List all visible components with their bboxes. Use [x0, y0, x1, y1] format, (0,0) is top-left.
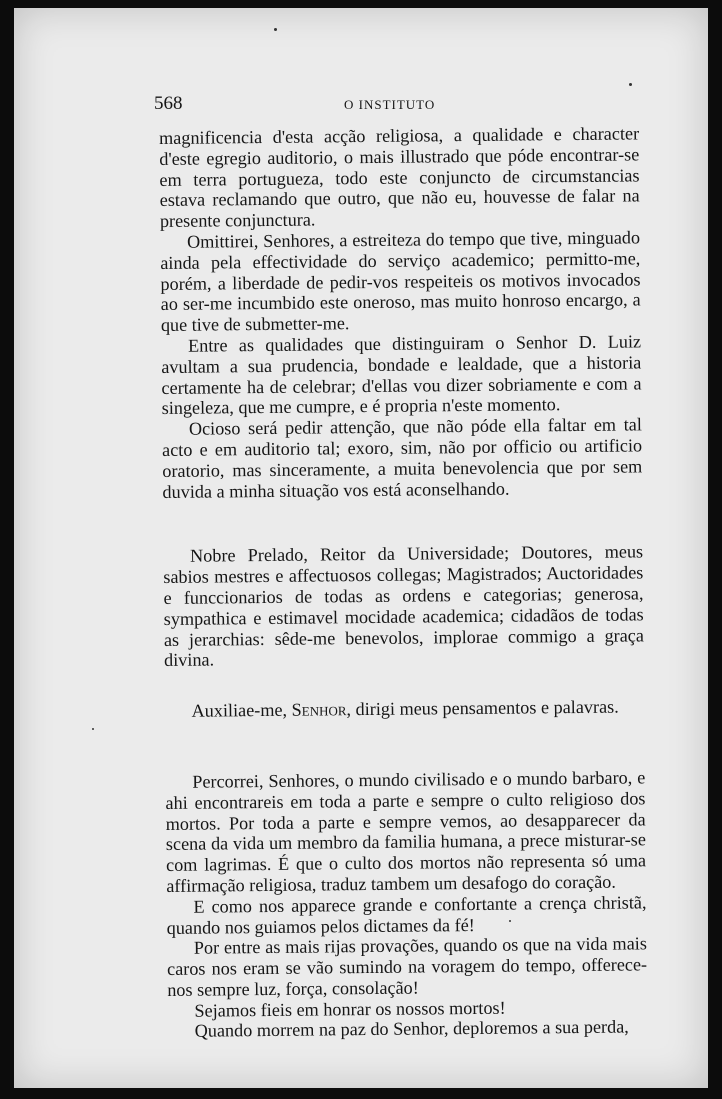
paragraph-5-address: Nobre Prelado, Reitor da Universidade; Doutores, meus sabios mestres e affectuosos collegas; Magistrados; Auctoridades e funccionarios de todas as ordens e categorias; generosa, sympathica e estimavel mocidade academica; cidadãos de todas as jerarchias: sêde-me benevolos, implorae commigo a graça divina.	[163, 541, 644, 671]
invocation-text-end: , dirigi meus pensamentos e palavras.	[346, 696, 619, 720]
paragraph-3: Entre as qualidades que distinguiram o Senhor D. Luiz avultam a sua prudencia, bondade e lealdade, que a historia certamente ha de celebrar; d'ellas vou dizer sobriamente e com a singeleza, que me cumpre, e é propria n'este momento.	[161, 331, 642, 419]
paper-speck	[629, 83, 632, 86]
body-text	[159, 123, 648, 1042]
paragraph-9: Por entre as mais rijas provações, quando os que na vida mais caros nos eram se vão sumindo na voragem do tempo, offerece-nos sempre luz, força, consolação!	[166, 933, 648, 1000]
book-page	[14, 8, 708, 1088]
paragraph-4: Ocioso será pedir attenção, que não póde ella faltar em tal acto e em auditorio tal; exoro, sim, não por officio ou artificio oratorio, mas sinceramente, a muita benevolencia que por sem duvida a minha situação vos está aconselhando.	[161, 414, 643, 502]
paragraph-2: Omittirei, Senhores, a estreiteza do tempo que tive, minguado ainda pela effectividade do serviço academico; permitto-me, porém, a liberdade de pedir-vos respeiteis os motivos invocados ao ser-me incumbido este oneroso, mas muito honroso encargo, a que tive de submetter-me.	[160, 227, 641, 336]
paper-speck	[509, 920, 511, 922]
invocation-smallcaps: Senhor	[291, 699, 347, 720]
paper-speck	[274, 28, 277, 31]
paragraph-10: Sejamos fieis em honrar os nossos mortos!	[194, 997, 506, 1021]
journal-title: O INSTITUTO	[344, 97, 436, 112]
running-head	[14, 93, 708, 117]
paragraph-1: magnificencia d'esta acção religiosa, a qualidade e character d'este egregio auditorio, o mais illustrado que póde encontrar-se em terra portugueza, todo este conjuncto de circumstancias estava reclamando que outro, que não eu, houvesse de falar na presente conjunctura.	[159, 123, 640, 232]
paper-speck	[92, 728, 94, 730]
paragraph-7: Percorrei, Senhores, o mundo civilisado e o mundo barbaro, e ahi encontrareis em toda a parte e sempre o culto religioso dos mortos. Por toda a parte e sempre vemos, ao desapparecer da scena da vida um membro da familia humana, a prece misturar-se com lagrimas. É que o culto dos mortos não representa só uma affirmação religiosa, traduz tambem um desafogo do coração.	[165, 767, 647, 896]
paragraph-8: E como nos apparece grande e confortante a crença christã, quando nos guiamos pelos dictames da fé!	[166, 892, 647, 938]
paragraph-6-invocation	[165, 696, 645, 721]
invocation-text-start: Auxiliae-me,	[191, 699, 292, 721]
paragraph-11: Quando morrem na paz do Senhor, deploremos a sua perda,	[194, 1017, 629, 1042]
page-number: 568	[154, 93, 183, 114]
